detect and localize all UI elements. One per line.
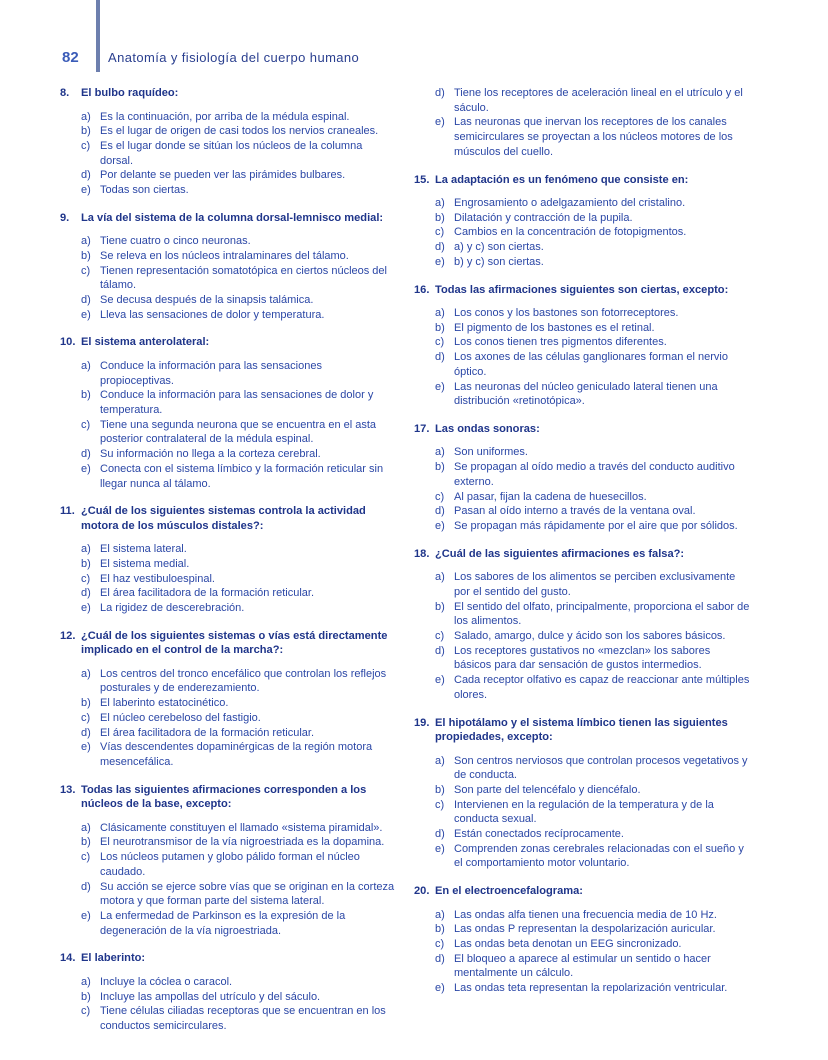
answer-option bbox=[60, 183, 396, 198]
option-text: Las ondas P representan la despolarización auricular. bbox=[454, 923, 716, 936]
option-text: Pasan al oído interno a través de la ventana oval. bbox=[454, 505, 696, 518]
question-text: Todas las siguientes afirmaciones corresponden a los núcleos de la base, excepto: bbox=[81, 783, 367, 811]
option-text: Su información no llega a la corteza cerebral. bbox=[100, 448, 321, 461]
page-number: 82 bbox=[62, 49, 79, 66]
option-text: Se decusa después de la sinapsis talámica. bbox=[100, 294, 314, 307]
book-title: Anatomía y fisiología del cuerpo humano bbox=[108, 50, 360, 65]
question-heading bbox=[60, 211, 396, 226]
option-text: a) y c) son ciertas. bbox=[454, 241, 544, 254]
option-letter: d) bbox=[435, 351, 445, 364]
answer-option bbox=[60, 1004, 396, 1033]
option-letter: d) bbox=[435, 241, 445, 254]
option-letter: c) bbox=[435, 629, 445, 642]
option-text: b) y c) son ciertas. bbox=[454, 255, 544, 268]
option-text: Las neuronas del núcleo geniculado lateral tienen una distribución «retinotópica». bbox=[454, 380, 718, 408]
option-text: Incluye las ampollas del utrículo y del sáculo. bbox=[100, 990, 321, 1003]
option-text: El sentido del olfato, principalmente, proporciona el sabor de los alimentos. bbox=[454, 600, 750, 628]
option-letter: d) bbox=[435, 644, 445, 657]
option-letter: c) bbox=[435, 938, 445, 951]
option-text: Los receptores gustativos no «mezclan» los sabores básicos para dar sensación de gustos intermedios. bbox=[454, 644, 711, 672]
option-text: Son centros nerviosos que controlan procesos vegetativos y de conducta. bbox=[454, 754, 748, 782]
question bbox=[60, 783, 396, 939]
answer-option bbox=[414, 981, 750, 996]
option-letter: e) bbox=[435, 255, 445, 268]
answer-option bbox=[60, 990, 396, 1005]
option-letter: b) bbox=[435, 321, 445, 334]
option-text: Las ondas teta representan la repolarización ventricular. bbox=[454, 982, 728, 995]
option-letter: e) bbox=[435, 982, 445, 995]
option-text: El núcleo cerebeloso del fastigio. bbox=[100, 711, 261, 724]
option-letter: e) bbox=[435, 842, 445, 855]
answer-option bbox=[60, 249, 396, 264]
answer-option bbox=[60, 975, 396, 990]
option-text: Se releva en los núcleos intralaminares del tálamo. bbox=[100, 249, 349, 262]
option-letter: b) bbox=[435, 600, 445, 613]
option-letter: a) bbox=[81, 975, 91, 988]
option-text: Las ondas alfa tienen una frecuencia media de 10 Hz. bbox=[454, 908, 717, 921]
option-text: Los centros del tronco encefálico que controlan los reflejos posturales y de enderezamiento. bbox=[100, 667, 387, 695]
question-number: 8. bbox=[60, 87, 70, 99]
question bbox=[414, 884, 750, 996]
option-letter: e) bbox=[81, 909, 91, 922]
answer-option bbox=[60, 542, 396, 557]
option-letter: c) bbox=[81, 851, 91, 864]
answer-option bbox=[414, 445, 750, 460]
answer-option bbox=[414, 86, 750, 115]
answer-option bbox=[60, 293, 396, 308]
option-letter: e) bbox=[435, 674, 445, 687]
question-text: Todas las afirmaciones siguientes son ciertas, excepto: bbox=[435, 283, 729, 296]
answer-option bbox=[414, 827, 750, 842]
option-text: Se propagan más rápidamente por el aire que por sólidos. bbox=[454, 519, 738, 532]
answer-option bbox=[60, 909, 396, 938]
answer-option bbox=[414, 306, 750, 321]
question bbox=[60, 951, 396, 1033]
option-letter: c) bbox=[81, 1005, 91, 1018]
question-number: 11. bbox=[60, 505, 75, 518]
option-text: El área facilitadora de la formación reticular. bbox=[100, 587, 314, 600]
option-letter: b) bbox=[81, 389, 91, 402]
question-heading bbox=[60, 335, 396, 350]
option-letter: c) bbox=[435, 490, 445, 503]
option-text: Conduce la información para las sensaciones de dolor y temperatura. bbox=[100, 389, 374, 417]
answer-option bbox=[60, 264, 396, 293]
option-text: Dilatación y contracción de la pupila. bbox=[454, 211, 633, 224]
question bbox=[60, 335, 396, 491]
option-text: Tiene cuatro o cinco neuronas. bbox=[100, 235, 251, 248]
question-text: ¿Cuál de los siguientes sistemas o vías está directamente implicado en el control de la marcha?: bbox=[81, 629, 388, 657]
answer-option bbox=[414, 490, 750, 505]
option-text: Los núcleos putamen y globo pálido forman el núcleo caudado. bbox=[100, 851, 360, 878]
question bbox=[60, 629, 396, 770]
option-letter: e) bbox=[81, 308, 91, 321]
question-heading bbox=[60, 951, 396, 966]
question-number: 14. bbox=[60, 952, 76, 965]
option-letter: b) bbox=[435, 461, 445, 474]
option-letter: a) bbox=[81, 543, 91, 556]
question bbox=[414, 86, 750, 160]
question bbox=[60, 504, 396, 616]
option-text: Los axones de las células ganglionares forman el nervio óptico. bbox=[454, 351, 728, 378]
answer-option bbox=[60, 821, 396, 836]
answer-option bbox=[414, 673, 750, 702]
answer-option bbox=[60, 124, 396, 139]
option-letter: d) bbox=[81, 880, 91, 893]
option-letter: b) bbox=[81, 697, 91, 710]
option-text: Incluye la cóclea o caracol. bbox=[100, 975, 233, 988]
question-number: 16. bbox=[414, 283, 430, 296]
option-text: El laberinto estatocinético. bbox=[100, 697, 229, 710]
question-text: El laberinto: bbox=[81, 952, 146, 965]
answer-option bbox=[414, 115, 750, 159]
option-letter: b) bbox=[81, 249, 91, 262]
answer-option bbox=[60, 880, 396, 909]
option-letter: d) bbox=[435, 87, 445, 99]
question-text: El bulbo raquídeo: bbox=[81, 87, 179, 99]
question-number: 18. bbox=[414, 547, 430, 560]
answer-option bbox=[60, 359, 396, 388]
option-text: El sistema medial. bbox=[100, 557, 190, 570]
answer-option bbox=[414, 952, 750, 981]
answer-option bbox=[60, 462, 396, 491]
question-number: 13. bbox=[60, 783, 76, 796]
option-letter: a) bbox=[435, 571, 445, 584]
option-text: Salado, amargo, dulce y ácido son los sabores básicos. bbox=[454, 629, 726, 642]
option-letter: a) bbox=[81, 821, 91, 834]
option-letter: e) bbox=[81, 602, 91, 615]
answer-option bbox=[60, 139, 396, 168]
option-letter: d) bbox=[435, 505, 445, 518]
option-text: Los sabores de los alimentos se perciben exclusivamente por el sentido del gusto. bbox=[454, 571, 736, 598]
option-letter: c) bbox=[81, 139, 91, 152]
answer-option bbox=[414, 629, 750, 644]
question-heading bbox=[414, 283, 750, 298]
answer-option bbox=[414, 240, 750, 255]
question-heading bbox=[414, 173, 750, 188]
answer-option bbox=[60, 388, 396, 417]
option-text: Cada receptor olfativo es capaz de reaccionar ante múltiples olores. bbox=[454, 674, 750, 701]
option-letter: d) bbox=[435, 952, 445, 965]
answer-option bbox=[414, 570, 750, 599]
question-text: En el electroencefalograma: bbox=[435, 885, 583, 898]
question-heading bbox=[414, 716, 750, 745]
question-number: 10. bbox=[60, 336, 76, 349]
answer-option bbox=[414, 460, 750, 489]
option-text: Tiene los receptores de aceleración lineal en el utrículo y el sáculo. bbox=[454, 87, 743, 114]
option-text: Todas son ciertas. bbox=[100, 184, 189, 197]
option-text: Conecta con el sistema límbico y la formación reticular sin llegar nunca al tálamo. bbox=[100, 462, 384, 490]
option-letter: a) bbox=[435, 754, 445, 767]
answer-option bbox=[60, 572, 396, 587]
option-text: La enfermedad de Parkinson es la expresión de la degeneración de la vía nigroestriada. bbox=[100, 909, 346, 937]
answer-option bbox=[60, 850, 396, 879]
answer-option bbox=[60, 418, 396, 447]
option-letter: b) bbox=[435, 211, 445, 224]
answer-option bbox=[60, 667, 396, 696]
option-letter: b) bbox=[81, 125, 91, 138]
option-letter: e) bbox=[435, 380, 445, 393]
answer-option bbox=[414, 922, 750, 937]
option-text: Intervienen en la regulación de la temperatura y de la conducta sexual. bbox=[454, 798, 714, 826]
answer-option bbox=[414, 600, 750, 629]
answer-option bbox=[60, 726, 396, 741]
answer-option bbox=[414, 196, 750, 211]
option-letter: a) bbox=[435, 446, 445, 459]
option-text: Es el lugar de origen de casi todos los nervios craneales. bbox=[100, 125, 379, 138]
option-text: Conduce la información para las sensaciones propioceptivas. bbox=[100, 359, 322, 387]
option-text: Comprenden zonas cerebrales relacionadas con el sueño y el comportamiento motor voluntario. bbox=[454, 842, 744, 870]
question-heading bbox=[60, 629, 396, 658]
question bbox=[414, 173, 750, 270]
option-letter: d) bbox=[81, 587, 91, 600]
option-letter: a) bbox=[435, 307, 445, 320]
option-letter: b) bbox=[81, 557, 91, 570]
question bbox=[414, 547, 750, 703]
question-text: ¿Cuál de las siguientes afirmaciones es falsa?: bbox=[435, 547, 685, 560]
option-text: El bloqueo a aparece al estimular un sentido o hacer mentalmente un cálculo. bbox=[454, 952, 711, 980]
option-text: La rigidez de descerebración. bbox=[100, 602, 245, 615]
answer-option bbox=[60, 711, 396, 726]
question-heading bbox=[60, 504, 396, 533]
option-letter: a) bbox=[81, 667, 91, 680]
option-text: Al pasar, fijan la cadena de huesecillos. bbox=[454, 490, 647, 503]
option-letter: b) bbox=[81, 836, 91, 849]
answer-option bbox=[60, 586, 396, 601]
option-text: Por delante se pueden ver las pirámides bulbares. bbox=[100, 169, 346, 182]
answer-option bbox=[60, 740, 396, 769]
answer-option bbox=[414, 211, 750, 226]
question-text: ¿Cuál de los siguientes sistemas controla la actividad motora de los músculos distales?: bbox=[81, 505, 366, 532]
answer-option bbox=[414, 644, 750, 673]
option-letter: e) bbox=[435, 116, 445, 129]
question-heading bbox=[414, 422, 750, 437]
option-text: El neurotransmisor de la vía nigroestriada es la dopamina. bbox=[100, 836, 385, 849]
answer-option bbox=[414, 225, 750, 240]
question-number: 12. bbox=[60, 629, 76, 642]
answer-option bbox=[60, 696, 396, 711]
option-letter: c) bbox=[81, 418, 91, 431]
answer-option bbox=[414, 321, 750, 336]
option-letter: b) bbox=[435, 783, 445, 796]
option-text: Son parte del telencéfalo y diencéfalo. bbox=[454, 783, 641, 796]
option-letter: a) bbox=[435, 908, 445, 921]
option-letter: d) bbox=[81, 448, 91, 461]
question-number: 20. bbox=[414, 885, 430, 898]
option-letter: e) bbox=[81, 184, 91, 197]
option-letter: c) bbox=[81, 264, 91, 277]
answer-option bbox=[414, 842, 750, 871]
option-text: Es la continuación, por arriba de la médula espinal. bbox=[100, 110, 350, 123]
answer-option bbox=[414, 350, 750, 379]
option-letter: c) bbox=[435, 798, 445, 811]
answer-option bbox=[414, 798, 750, 827]
option-text: Tiene células ciliadas receptoras que se encuentran en los conductos semicirculares. bbox=[100, 1005, 386, 1032]
answer-option bbox=[414, 504, 750, 519]
answer-option bbox=[414, 519, 750, 534]
option-text: Vías descendentes dopaminérgicas de la región motora mesencefálica. bbox=[100, 741, 373, 768]
question bbox=[414, 283, 750, 409]
option-text: Su acción se ejerce sobre vías que se originan en la corteza motora y que forman parte del sistema lateral. bbox=[100, 880, 395, 908]
question-heading bbox=[414, 547, 750, 562]
option-letter: e) bbox=[81, 462, 91, 475]
question-number: 19. bbox=[414, 716, 430, 729]
option-text: Engrosamiento o adelgazamiento del cristalino. bbox=[454, 197, 686, 210]
question-number: 15. bbox=[414, 173, 430, 186]
question-text: El hipotálamo y el sistema límbico tienen las siguientes propiedades, excepto: bbox=[435, 716, 728, 743]
question bbox=[60, 211, 396, 323]
option-letter: b) bbox=[435, 923, 445, 936]
option-letter: a) bbox=[81, 110, 91, 123]
option-text: Es el lugar donde se sitúan los núcleos de la columna dorsal. bbox=[100, 139, 363, 167]
answer-option bbox=[414, 908, 750, 923]
question-text: El sistema anterolateral: bbox=[81, 336, 210, 349]
right-column bbox=[414, 86, 750, 1009]
option-letter: d) bbox=[81, 169, 91, 182]
answer-option bbox=[60, 168, 396, 183]
question-number: 9. bbox=[60, 211, 70, 224]
option-letter: c) bbox=[81, 572, 91, 585]
question-heading bbox=[60, 783, 396, 812]
option-text: Los conos tienen tres pigmentos diferentes. bbox=[454, 336, 667, 349]
option-letter: d) bbox=[81, 726, 91, 739]
answer-option bbox=[60, 557, 396, 572]
option-letter: c) bbox=[435, 336, 445, 349]
answer-option bbox=[414, 335, 750, 350]
option-text: Tiene una segunda neurona que se encuentra en el asta posterior contralateral de la médula espinal. bbox=[100, 418, 377, 446]
answer-option bbox=[414, 255, 750, 270]
question bbox=[414, 716, 750, 872]
question bbox=[60, 86, 396, 198]
answer-option bbox=[60, 601, 396, 616]
option-text: Tienen representación somatotópica en ciertos núcleos del tálamo. bbox=[100, 264, 387, 292]
question-heading bbox=[414, 884, 750, 899]
option-text: El sistema lateral. bbox=[100, 543, 187, 556]
question-heading bbox=[60, 86, 396, 101]
option-text: Lleva las sensaciones de dolor y temperatura. bbox=[100, 308, 325, 321]
answer-option bbox=[60, 835, 396, 850]
answer-option bbox=[414, 937, 750, 952]
option-text: El área facilitadora de la formación reticular. bbox=[100, 726, 314, 739]
answer-option bbox=[60, 447, 396, 462]
option-text: El haz vestibuloespinal. bbox=[100, 572, 215, 585]
question-text: Las ondas sonoras: bbox=[435, 422, 540, 435]
answer-option bbox=[414, 380, 750, 409]
option-text: Se propagan al oído medio a través del conducto auditivo externo. bbox=[454, 461, 735, 488]
option-text: Clásicamente constituyen el llamado «sistema piramidal». bbox=[100, 821, 383, 834]
answer-option bbox=[60, 234, 396, 249]
option-text: Están conectados recíprocamente. bbox=[454, 828, 624, 841]
option-letter: d) bbox=[81, 294, 91, 307]
answer-option bbox=[60, 110, 396, 125]
option-letter: e) bbox=[81, 741, 91, 754]
option-text: Las ondas beta denotan un EEG sincronizado. bbox=[454, 938, 682, 951]
page-header bbox=[62, 49, 359, 69]
answer-option bbox=[414, 754, 750, 783]
option-text: El pigmento de los bastones es el retinal. bbox=[454, 321, 655, 334]
question bbox=[414, 422, 750, 534]
option-letter: c) bbox=[435, 226, 445, 239]
option-text: Los conos y los bastones son fotorreceptores. bbox=[454, 307, 679, 320]
answer-option bbox=[60, 308, 396, 323]
option-letter: a) bbox=[81, 235, 91, 248]
option-letter: a) bbox=[81, 359, 91, 372]
option-letter: b) bbox=[81, 990, 91, 1003]
answer-option bbox=[414, 783, 750, 798]
question-text: La adaptación es un fenómeno que consiste en: bbox=[435, 173, 689, 186]
option-letter: d) bbox=[435, 828, 445, 841]
question-text: La vía del sistema de la columna dorsal-lemnisco medial: bbox=[81, 211, 384, 224]
option-text: Las neuronas que inervan los receptores de los canales semicirculares se proyectan a los núcleos motores de los músculos del cuello. bbox=[454, 116, 733, 158]
question-number: 17. bbox=[414, 422, 430, 435]
option-letter: a) bbox=[435, 197, 445, 210]
option-letter: c) bbox=[81, 711, 91, 724]
option-text: Cambios en la concentración de fotopigmentos. bbox=[454, 226, 687, 239]
option-text: Son uniformes. bbox=[454, 446, 528, 459]
left-column bbox=[60, 86, 396, 1047]
option-letter: e) bbox=[435, 519, 445, 532]
